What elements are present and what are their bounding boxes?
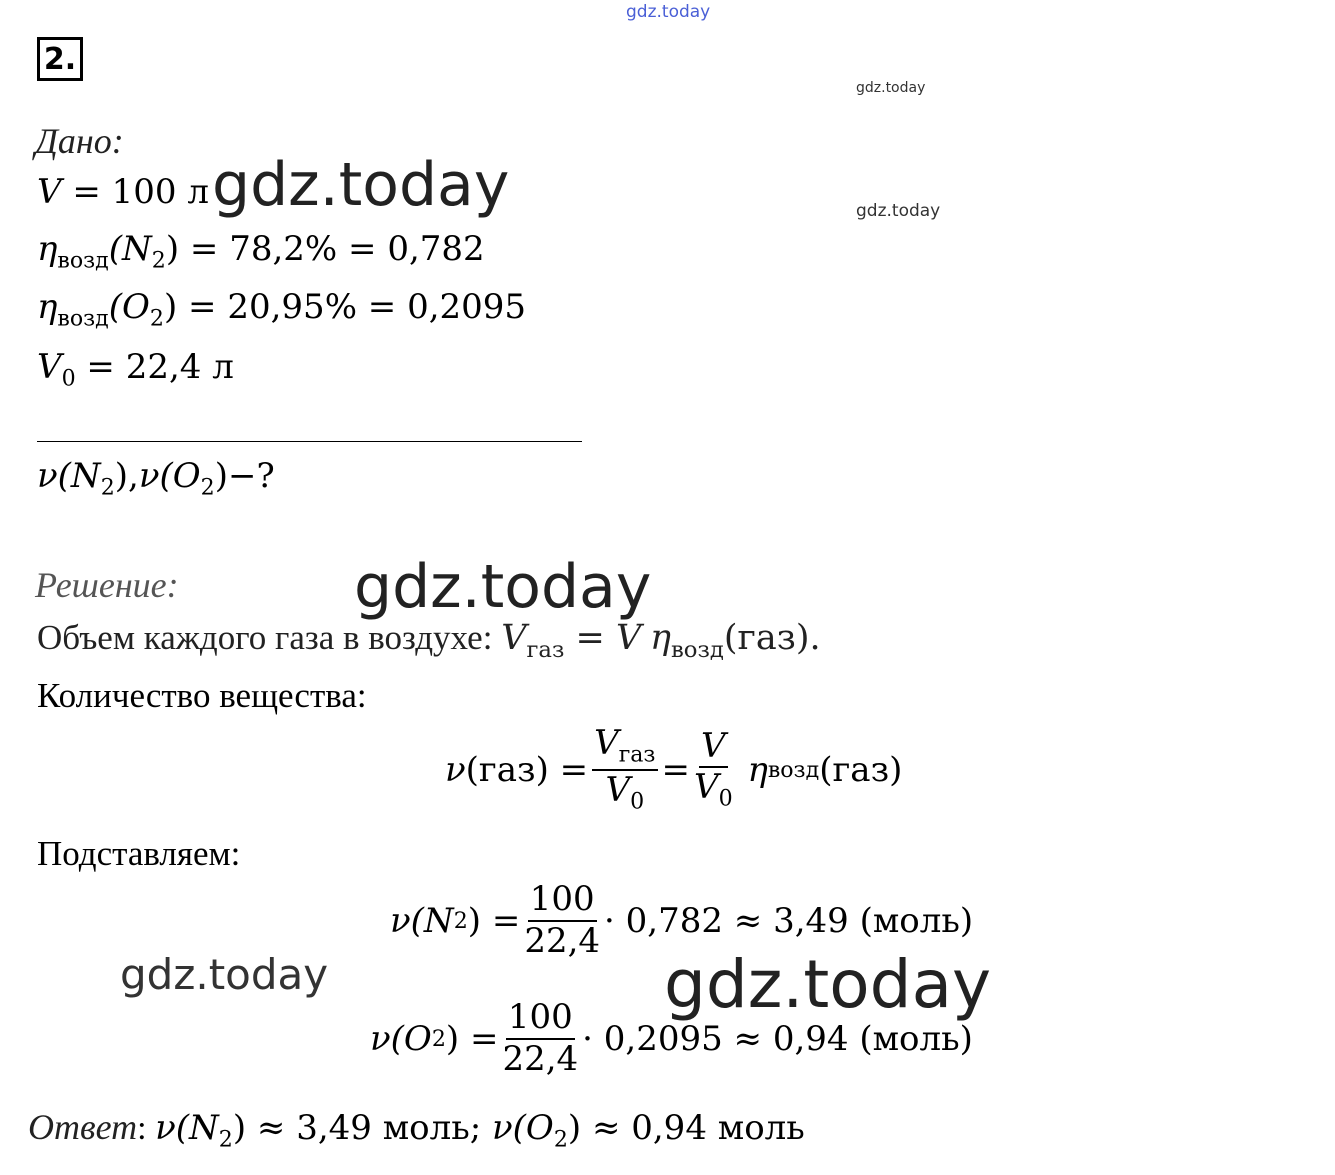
- var-v: V: [501, 618, 527, 658]
- fraction-100-22-4: [502, 997, 579, 1079]
- o2-result: · 0,2095 ≈ 0,94 (моль): [582, 1018, 973, 1059]
- n2-value: = 78,2% = 0,782: [179, 229, 485, 269]
- watermark-small-2: gdz.today: [856, 201, 941, 221]
- sub-gaz: газ: [526, 636, 565, 663]
- answer-n2: (N: [175, 1108, 219, 1148]
- eq-sign: =: [564, 618, 616, 658]
- given-label: Дано:: [35, 121, 124, 161]
- nu-symbol: ν: [37, 456, 58, 496]
- solution-line-1: [37, 618, 821, 663]
- solution-label: Решение:: [35, 565, 179, 605]
- fraction-numerator: $V_{газ}$: [592, 726, 657, 771]
- watermark-large-3: gdz.today: [664, 946, 992, 1023]
- watermark-top: gdz.today: [626, 2, 711, 22]
- nu-symbol: ν: [492, 1108, 513, 1148]
- fraction-denominator: $V_0$: [694, 767, 733, 813]
- fraction-denominator: $V_0$: [605, 769, 645, 815]
- fraction-numerator: 100: [506, 1000, 575, 1040]
- answer-mid: ) ≈ 3,49 моль;: [232, 1108, 492, 1148]
- fraction-numerator: V: [699, 729, 728, 769]
- formula-nu-gaz: [445, 723, 903, 815]
- paren-close: ): [163, 287, 178, 327]
- o2-open: (O: [108, 287, 150, 327]
- fraction-v-v0: [694, 725, 733, 813]
- sub-two: 2: [200, 474, 215, 501]
- sub-vozd: возд: [767, 756, 820, 783]
- fraction-100-22-4: [524, 879, 601, 961]
- solution-line-2: Количество вещества:: [37, 676, 367, 715]
- answer-o2: (O: [512, 1108, 554, 1148]
- nu-symbol: ν: [138, 456, 160, 496]
- n2-open: (N: [410, 900, 454, 941]
- watermark-small-1: gdz.today: [856, 80, 926, 96]
- fraction-numerator: 100: [528, 882, 597, 922]
- sub-vozd: возд: [670, 636, 724, 663]
- fraction-denominator: 22,4: [502, 1038, 579, 1079]
- given-molar-volume: [37, 347, 234, 392]
- volume-value: = 100 л: [61, 172, 209, 212]
- paren-eq: ) =: [445, 1018, 499, 1059]
- sub-vozd: возд: [57, 247, 109, 274]
- line1-text: Объем каждого газа в воздухе:: [37, 618, 502, 657]
- fraction-denominator: 22,4: [524, 920, 601, 961]
- eta-symbol: η: [37, 229, 58, 269]
- equation-o2: [370, 997, 973, 1079]
- eta-symbol: η: [649, 618, 671, 658]
- find-sep: ),: [114, 456, 139, 496]
- nu-symbol: ν: [155, 1108, 176, 1148]
- var-v: V: [615, 618, 642, 658]
- sub-zero: 0: [61, 365, 76, 392]
- nu-symbol: ν: [370, 1018, 391, 1059]
- answer-line: [28, 1106, 805, 1153]
- find-line: [37, 456, 275, 501]
- solution-line-3: Подставляем:: [37, 834, 241, 873]
- o2-value: = 20,95% = 0,2095: [177, 287, 527, 327]
- sub-two: 2: [149, 305, 164, 332]
- watermark-large-2: gdz.today: [354, 552, 652, 622]
- sub-vozd: возд: [57, 305, 109, 332]
- given-o2-fraction: [37, 287, 526, 332]
- n2-open: (N: [108, 229, 152, 269]
- sub-two: 2: [553, 1126, 568, 1153]
- molar-volume-value: = 22,4 л: [75, 347, 234, 387]
- nu-symbol: ν: [390, 900, 411, 941]
- watermark-large-1: gdz.today: [212, 150, 510, 220]
- problem-number: 2.: [37, 37, 83, 81]
- gaz-paren: (газ).: [723, 618, 821, 658]
- eta-symbol: η: [747, 749, 768, 790]
- equation-n2: [390, 879, 974, 961]
- divider-line: [37, 441, 582, 442]
- sub-two: 2: [100, 474, 115, 501]
- formula-lhs: (газ) =: [465, 749, 589, 790]
- sub-two: 2: [453, 907, 468, 934]
- var-v0: V: [37, 347, 62, 387]
- n2-result: · 0,782 ≈ 3,49 (моль): [604, 900, 974, 941]
- nu-symbol: ν: [445, 749, 466, 790]
- paren-eq: ) =: [467, 900, 521, 941]
- sub-two: 2: [431, 1025, 446, 1052]
- find-end: )−?: [214, 456, 275, 496]
- find-n2: (N: [57, 456, 101, 496]
- given-n2-fraction: [37, 229, 485, 274]
- fraction-vgaz-v0: [592, 723, 657, 815]
- paren-close: ): [165, 229, 180, 269]
- var-v: V: [37, 172, 62, 212]
- formula-tail: (газ): [819, 749, 903, 790]
- given-volume: [37, 172, 209, 212]
- find-o2: (O: [159, 456, 201, 496]
- o2-open: (O: [390, 1018, 432, 1059]
- sub-two: 2: [151, 247, 166, 274]
- answer-colon: :: [137, 1110, 156, 1147]
- sub-two: 2: [218, 1126, 233, 1153]
- watermark-medium: gdz.today: [120, 950, 329, 999]
- eta-symbol: η: [37, 287, 58, 327]
- answer-label: Ответ: [28, 1107, 138, 1147]
- eq-sign: =: [661, 749, 690, 790]
- answer-end: ) ≈ 0,94 моль: [567, 1108, 805, 1148]
